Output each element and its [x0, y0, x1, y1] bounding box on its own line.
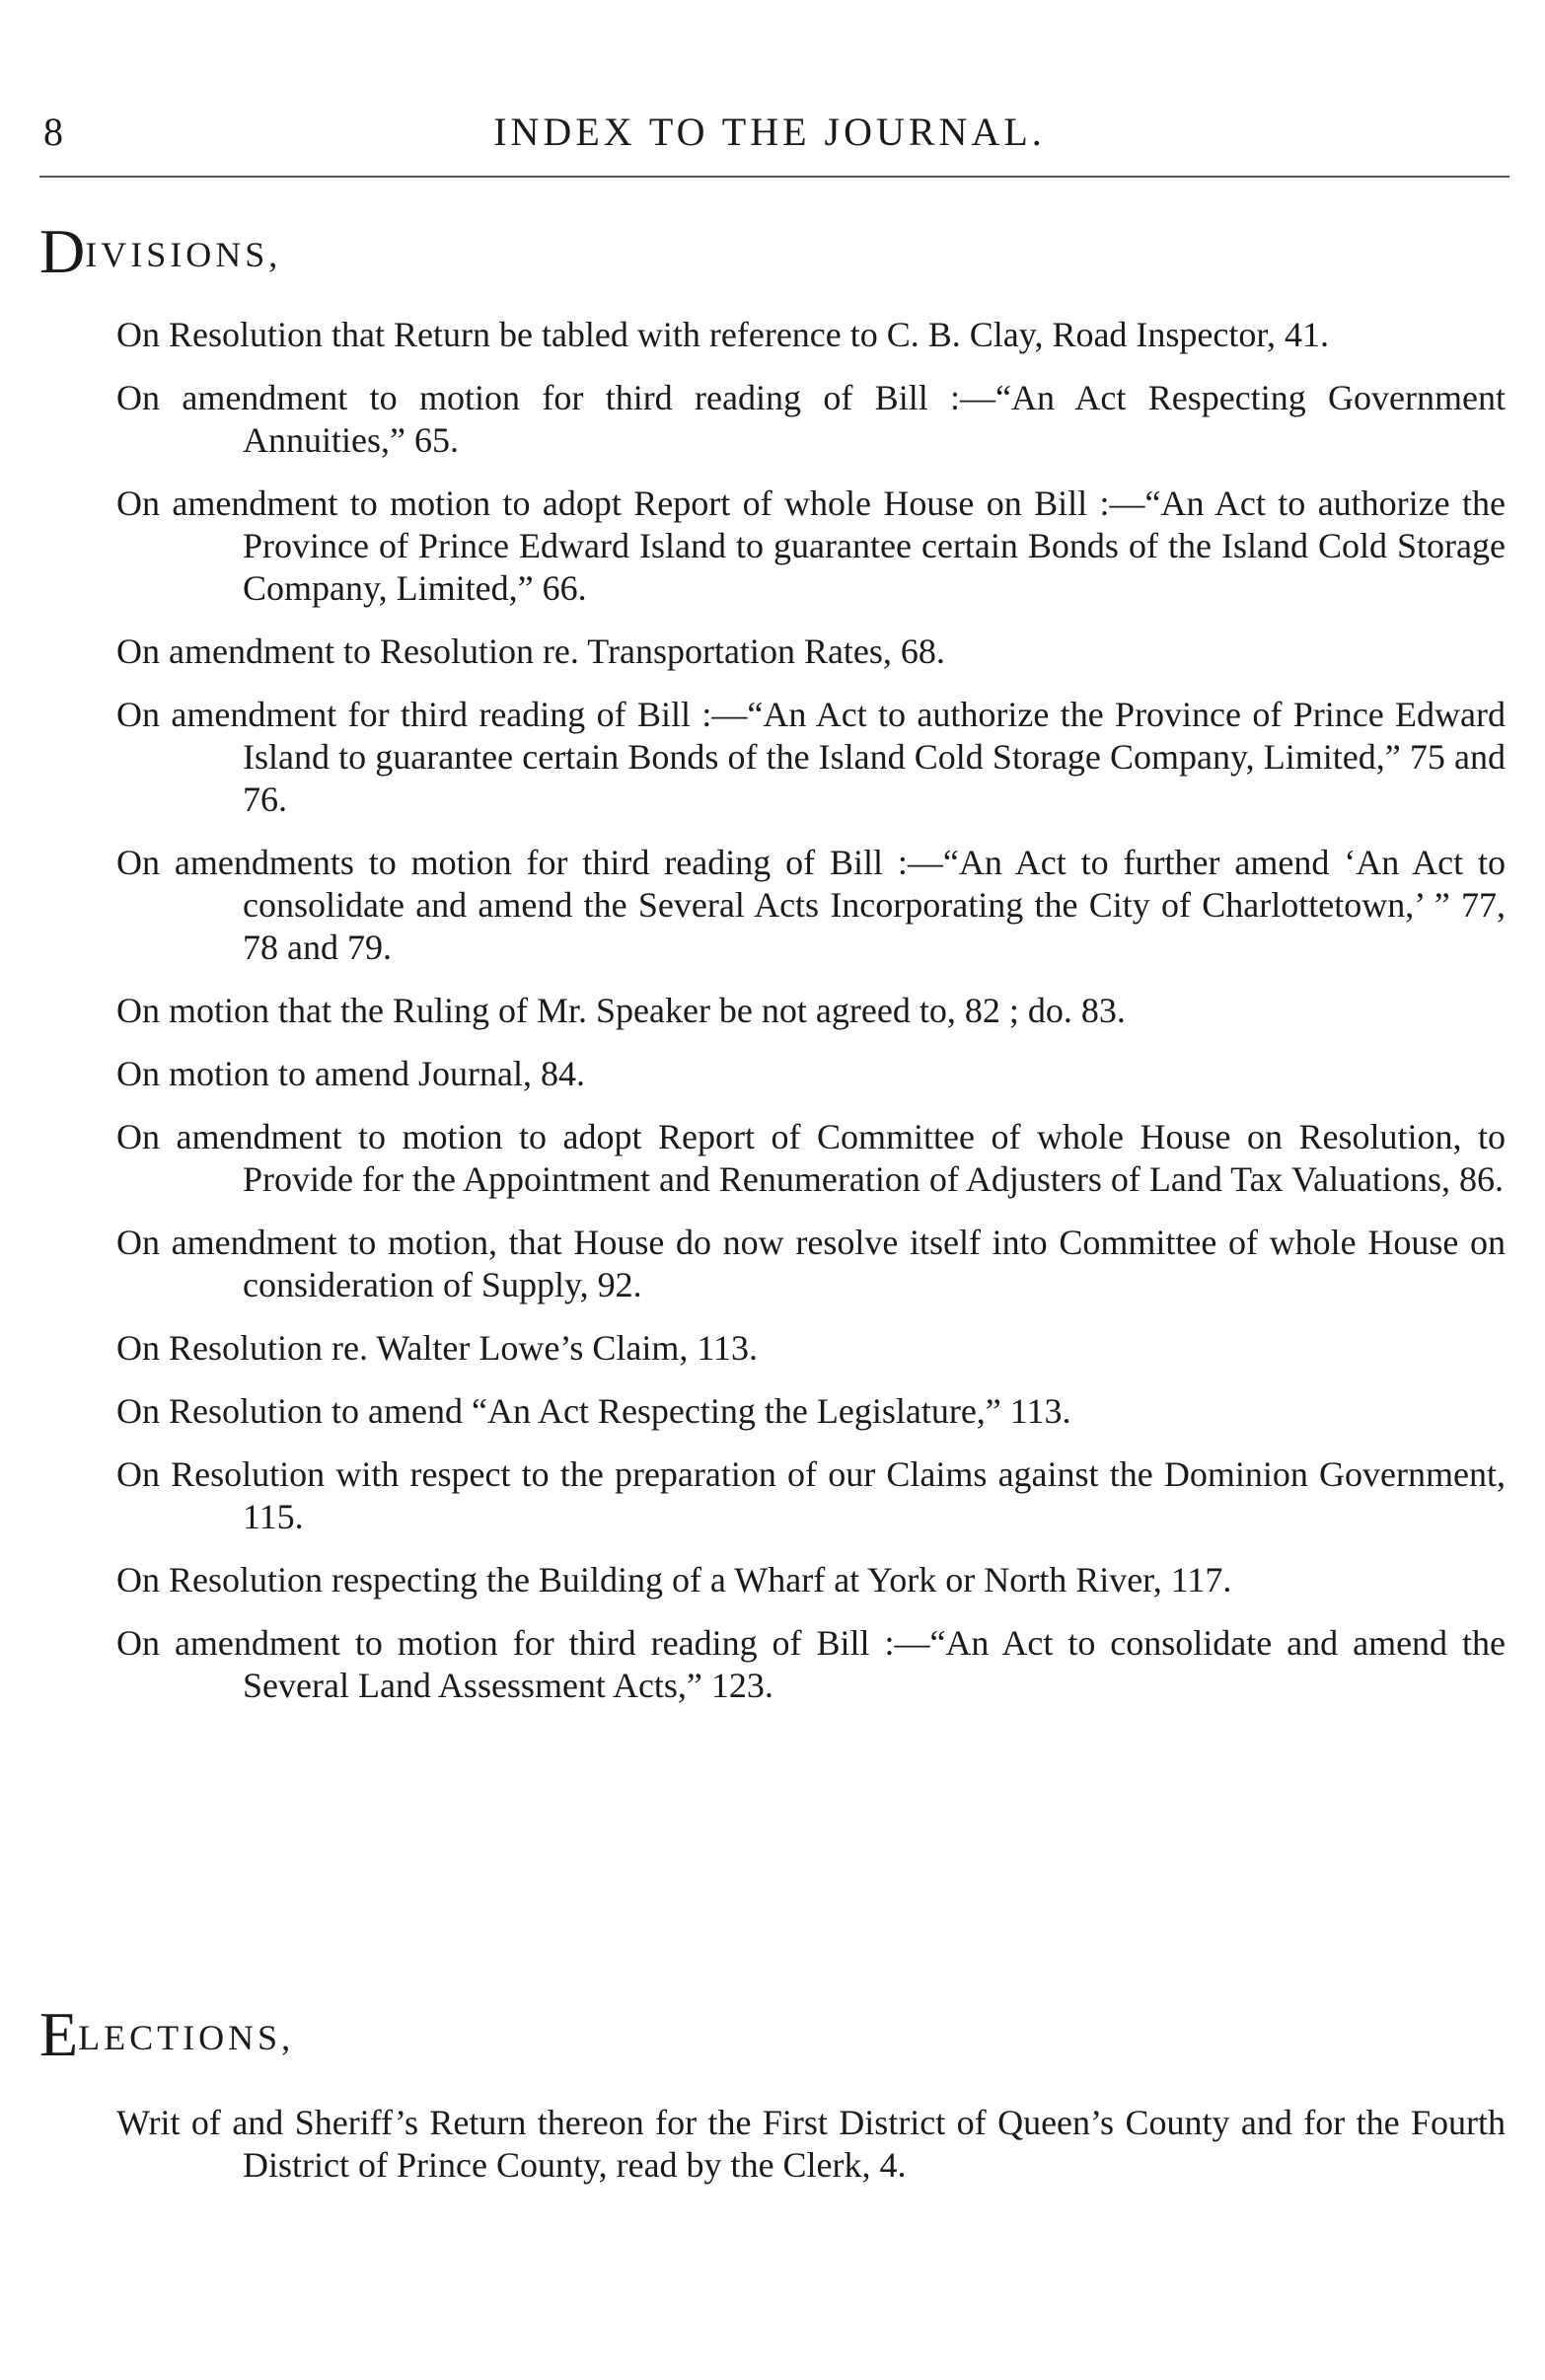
index-entry: On Resolution respecting the Building of a Wharf at York or North River, 117. — [116, 1560, 1232, 1599]
index-entry: On motion to amend Journal, 84. — [116, 1054, 585, 1093]
index-entry: On Resolution that Return be tabled with reference to C. B. Clay, Road Inspector, 41. — [116, 315, 1329, 354]
section-heading-elections — [39, 1998, 294, 2071]
index-entry: On amendment to motion for third reading of Bill :—“An Act to consolidate and amend the Several Land Assessment Acts,” 123. — [116, 1623, 1506, 1705]
index-entry: On amendments to motion for third reading of Bill :—“An Act to further amend ‘An Act to consolidate and amend the Several Acts Incorporating the City of Charlottetown,’ ” 77, 78 and 79. — [116, 843, 1506, 967]
index-entry: On Resolution re. Walter Lowe’s Claim, 113. — [116, 1328, 759, 1368]
heading-text: LECTIONS, — [78, 2018, 295, 2057]
index-entry: On amendment for third reading of Bill :—“An Act to authorize the Province of Prince Edward Island to guarantee certain Bonds of the Island Cold Storage Company, Limited,” 75 and 76. — [116, 695, 1506, 819]
index-entry: On amendment to motion to adopt Report of Committee of whole House on Resolution, to Provide for the Appointment and Renumeration of Adjusters of Land Tax Valuations, 86. — [116, 1117, 1506, 1199]
index-entry: On amendment to motion to adopt Report of whole House on Bill :—“An Act to authorize the Province of Prince Edward Island to guarantee certain Bonds of the Island Cold Storage Company, Limited,” 66. — [116, 483, 1506, 608]
index-entry: On Resolution to amend “An Act Respecting the Legislature,” 113. — [116, 1391, 1071, 1431]
index-entry: On amendment to Resolution re. Transportation Rates, 68. — [116, 632, 945, 671]
drop-letter: E — [39, 1999, 79, 2069]
index-entry: On amendment to motion for third reading of Bill :—“An Act Respecting Government Annuities,” 65. — [116, 378, 1506, 460]
heading-text: IVISIONS, — [85, 235, 282, 274]
header-rule — [39, 176, 1509, 178]
index-entry: On Resolution with respect to the preparation of our Claims against the Dominion Government, 115. — [116, 1454, 1506, 1536]
running-title: INDEX TO THE JOURNAL. — [493, 110, 1046, 154]
drop-letter: D — [39, 216, 86, 286]
index-entry: On amendment to motion, that House do now resolve itself into Committee of whole House on consideration of Supply, 92. — [116, 1223, 1506, 1304]
index-entry: On motion that the Ruling of Mr. Speaker be not agreed to, 82 ; do. 83. — [116, 991, 1126, 1030]
divisions-entries — [0, 314, 1545, 1707]
page-number: 8 — [43, 110, 63, 154]
index-entry: Writ of and Sheriff’s Return thereon for the First District of Queen’s County and for the Fourth District of Prince County, read by the Clerk, 4. — [116, 2103, 1506, 2185]
elections-entries — [0, 2102, 1545, 2187]
page-header — [39, 109, 1500, 168]
section-heading-divisions — [39, 215, 281, 288]
